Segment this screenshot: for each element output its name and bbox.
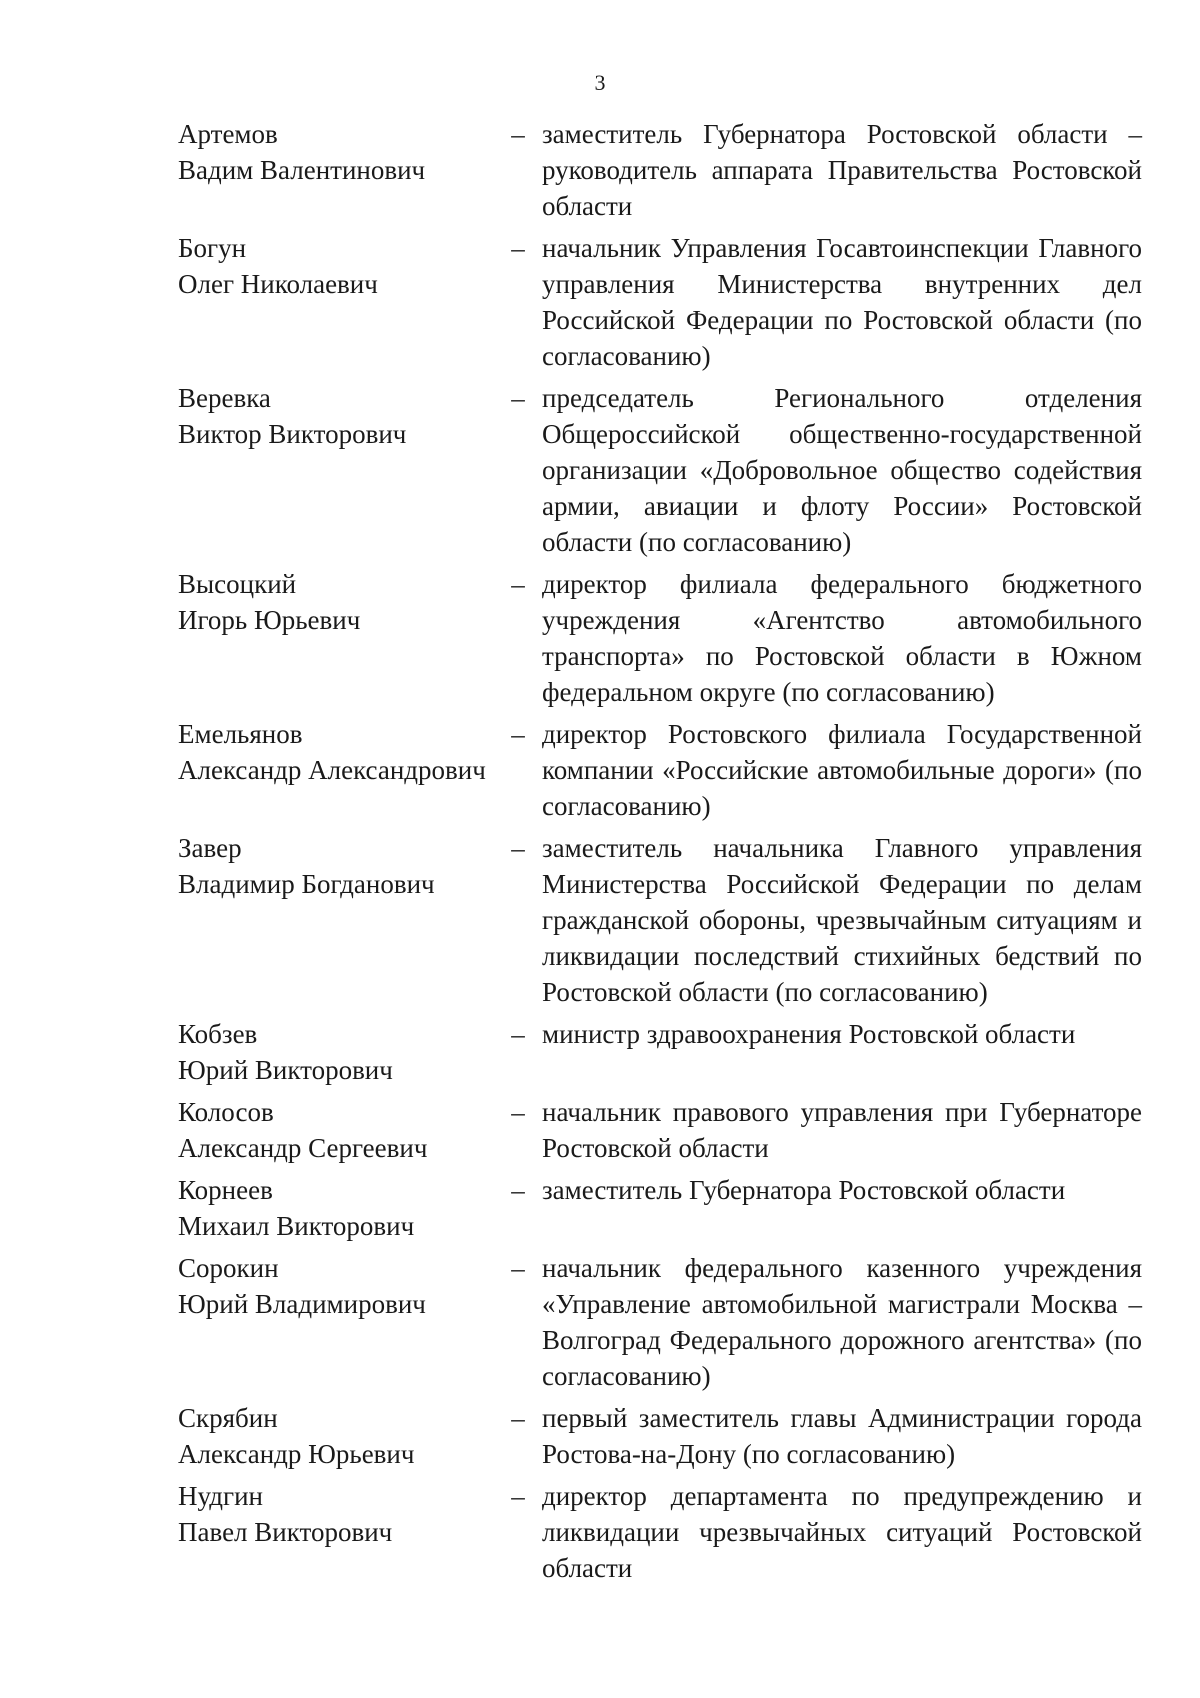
member-given-name: Виктор Викторович: [178, 419, 407, 449]
member-name: [178, 1016, 498, 1088]
dash-separator: –: [511, 1175, 525, 1205]
member-given-name: Александр Александрович: [178, 755, 486, 785]
member-name: [178, 230, 498, 302]
dash-separator: –: [511, 1253, 525, 1283]
member-row: [178, 716, 1148, 824]
member-surname: Корнеев: [178, 1175, 273, 1205]
member-row: [178, 1094, 1148, 1166]
member-surname: Артемов: [178, 119, 278, 149]
member-role: министр здравоохранения Ростовской области: [542, 1019, 1076, 1049]
member-given-name: Владимир Богданович: [178, 869, 435, 899]
member-given-name: Павел Викторович: [178, 1517, 393, 1547]
member-row: [178, 1400, 1148, 1472]
member-name: [178, 116, 498, 188]
member-given-name: Юрий Владимирович: [178, 1289, 426, 1319]
member-row: [178, 566, 1148, 710]
member-name: [178, 566, 498, 638]
member-name: [178, 1094, 498, 1166]
member-given-name: Вадим Валентинович: [178, 155, 426, 185]
dash-separator: –: [511, 1481, 525, 1511]
member-row: [178, 116, 1148, 224]
member-given-name: Александр Юрьевич: [178, 1439, 415, 1469]
member-row: [178, 380, 1148, 560]
member-given-name: Олег Николаевич: [178, 269, 378, 299]
page-number: 3: [594, 70, 606, 95]
member-name: [178, 380, 498, 452]
member-given-name: Юрий Викторович: [178, 1055, 393, 1085]
member-surname: Богун: [178, 233, 247, 263]
member-name: [178, 716, 498, 788]
member-role: начальник федерального казенного учреждения «Управление автомобильной магистрали Москва – Волгоград Федерального дорожного агентства» (по согласованию): [542, 1253, 1142, 1391]
dash-separator: –: [511, 1403, 525, 1433]
member-role: начальник правового управления при Губернаторе Ростовской области: [542, 1097, 1142, 1163]
member-name: [178, 1400, 498, 1472]
member-name: [178, 830, 498, 902]
member-surname: Веревка: [178, 383, 271, 413]
member-row: [178, 830, 1148, 1010]
member-surname: Сорокин: [178, 1253, 279, 1283]
member-name: [178, 1172, 498, 1244]
member-surname: Завер: [178, 833, 242, 863]
member-role: председатель Регионального отделения Общероссийской общественно-государственной организации «Добровольное общество содействия армии, авиации и флоту России» Ростовской области (по согласованию): [542, 383, 1142, 557]
dash-separator: –: [511, 383, 525, 413]
member-role: директор департамента по предупреждению и ликвидации чрезвычайных ситуаций Ростовской области: [542, 1481, 1142, 1583]
member-surname: Высоцкий: [178, 569, 297, 599]
member-role: директор филиала федерального бюджетного учреждения «Агентство автомобильного транспорта» по Ростовской области в Южном федеральном округе (по согласованию): [542, 569, 1142, 707]
members-list: [178, 116, 1148, 1586]
dash-separator: –: [511, 233, 525, 263]
member-surname: Кобзев: [178, 1019, 258, 1049]
member-row: [178, 1250, 1148, 1394]
member-surname: Емельянов: [178, 719, 303, 749]
member-given-name: Михаил Викторович: [178, 1211, 415, 1241]
dash-separator: –: [511, 1097, 525, 1127]
member-surname: Скрябин: [178, 1403, 278, 1433]
member-surname: Колосов: [178, 1097, 274, 1127]
member-row: [178, 1172, 1148, 1244]
member-role: директор Ростовского филиала Государственной компании «Российские автомобильные дороги» (по согласованию): [542, 719, 1142, 821]
member-role: начальник Управления Госавтоинспекции Главного управления Министерства внутренних дел Российской Федерации по Ростовской области (по согласованию): [542, 233, 1142, 371]
member-name: [178, 1478, 498, 1550]
dash-separator: –: [511, 1019, 525, 1049]
member-role: заместитель начальника Главного управления Министерства Российской Федерации по делам гражданской обороны, чрезвычайным ситуациям и ликвидации последствий стихийных бедствий по Ростовской области (по согласованию): [542, 833, 1142, 1007]
member-given-name: Игорь Юрьевич: [178, 605, 361, 635]
member-surname: Нудгин: [178, 1481, 264, 1511]
member-role: заместитель Губернатора Ростовской области: [542, 1175, 1066, 1205]
member-name: [178, 1250, 498, 1322]
member-role: заместитель Губернатора Ростовской области – руководитель аппарата Правительства Ростовской области: [542, 119, 1142, 221]
member-row: [178, 230, 1148, 374]
dash-separator: –: [511, 569, 525, 599]
dash-separator: –: [511, 119, 525, 149]
dash-separator: –: [511, 833, 525, 863]
dash-separator: –: [511, 719, 525, 749]
member-given-name: Александр Сергеевич: [178, 1133, 428, 1163]
member-row: [178, 1478, 1148, 1586]
member-row: [178, 1016, 1148, 1088]
member-role: первый заместитель главы Администрации города Ростова-на-Дону (по согласованию): [542, 1403, 1142, 1469]
